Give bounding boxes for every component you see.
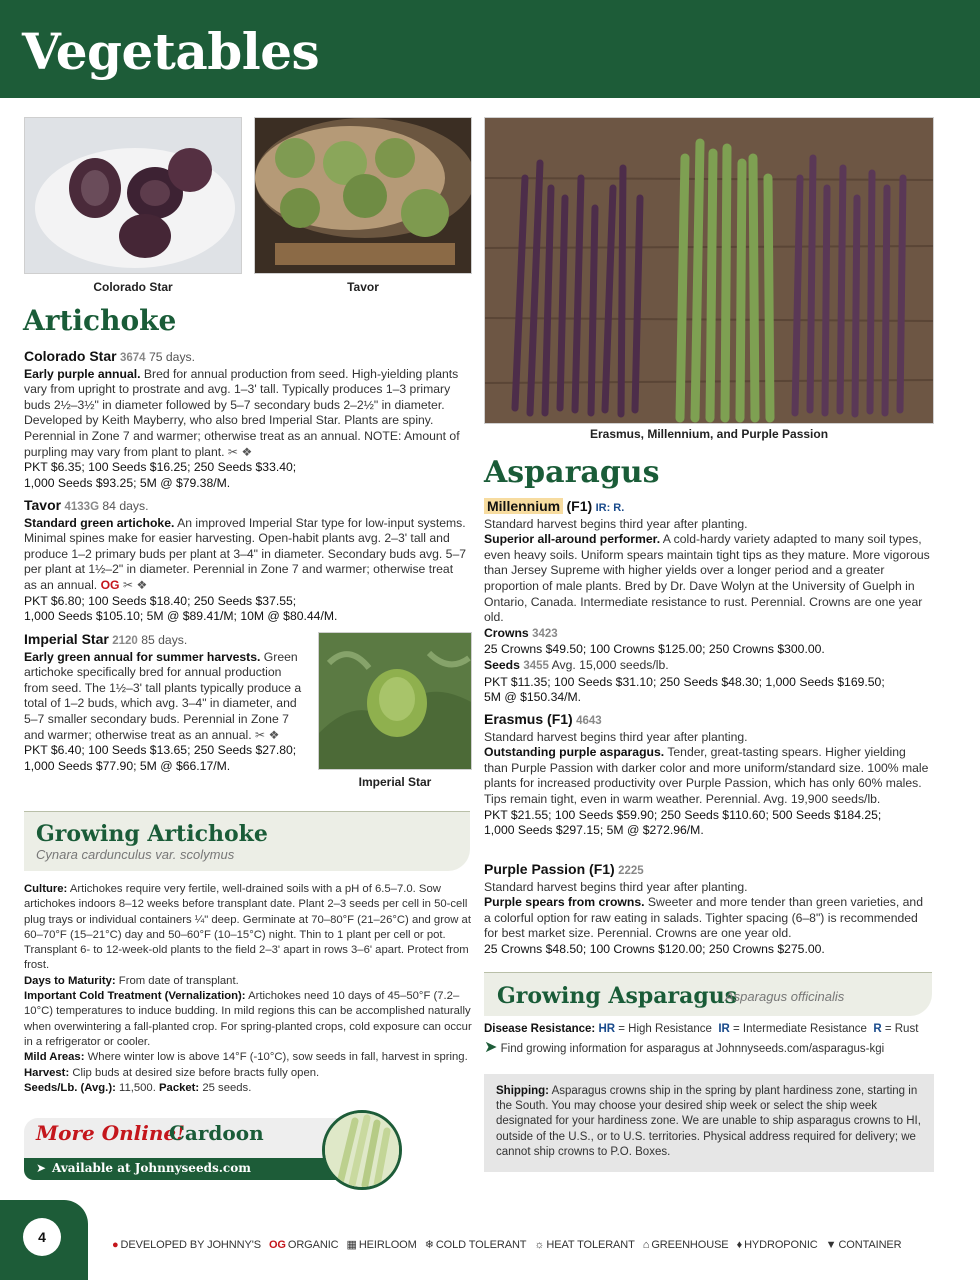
more-online-banner[interactable] [24,1118,374,1180]
harvest-icon: ✂ ❖ [227,444,253,459]
price-line: PKT $6.80; 100 Seeds $18.40; 250 Seeds $37.55; [24,593,297,608]
hybrid-marker: (F1) [566,498,593,514]
cold-treatment-text: Artichokes need 10 days of 45–50°F (7.2–10°C) temperatures to induce budding. In mild regions this can be accomplished naturally when overwintering a fall-planted crop. For spring-planted crops, cold exposure can occur in a refrigerator or cooler. [24,990,472,1048]
variety-lead: Outstanding purple asparagus. [484,745,665,760]
legend-label: COLD TOLERANT [435,1239,527,1251]
page-number: 4 [23,1218,61,1256]
maturity-label: Days to Maturity: [24,974,116,987]
culture-text: Artichokes require very fertile, well-drained soils with a pH of 6.5–7.0. Sow artichokes indoors 8–12 weeks before transplant date. Plant 2–3 seeds per cell in 50-cell plug trays or individual containers ¼" deep. Germinate at 70–80°F (21–26°C) and grow at 60–70°F (15–21°C) day and 50–60°F (10–15°C) night. Thin to 1 plant per cell or pot. Transplant 6- to 12-week-old plants to the field 2–3' apart in rows 3–6' apart. Protect from frost. [24,883,471,972]
crowns-label: Crowns [484,625,529,640]
purple-passion-entry [484,862,930,958]
legend-item [269,1238,339,1254]
cursor-arrow-icon: ➤ [484,1039,498,1056]
growing-artichoke-details [24,882,472,1096]
growing-artichoke-latin: Cynara cardunculus var. scolymus [36,847,235,862]
legend-label: HYDROPONIC [744,1239,818,1251]
more-online-label: More Online! [36,1121,185,1145]
erasmus-entry [484,712,930,839]
cold-treatment-label: Important Cold Treatment (Vernalization): [24,990,246,1003]
variety-lead: Early purple annual. [24,366,141,381]
legend-label: GREENHOUSE [651,1239,729,1251]
seeds-per-lb-text: 11,500. [119,1081,156,1094]
price-line: PKT $6.35; 100 Seeds $16.25; 250 Seeds $33.40; [24,460,297,475]
hydroponic-icon: ♦ [736,1239,743,1251]
cold-tolerant-icon: ❄ [424,1239,434,1251]
harvest-label: Harvest: [24,1066,70,1079]
harvest-note: Standard harvest begins third year after planting. [484,516,748,531]
r-text: = Rust [884,1023,919,1035]
variety-description: Bred for annual production from seed. High-yielding plants vary from upright to prostrate and avg. 1–3' tall. Typically produces 1–3 primary buds 2½–3½" in diameter followed by 5–7 secondary buds 2–2½" in diameter. Developed by Keith Mayberry, who also bred Imperial Star. Plants are spiny. Perennial in Zone 7 and warmer; otherwise treat as an annual. NOTE: Amount of purpling may vary from plant to plant. [24,366,460,459]
variety-name: Tavor [24,497,62,513]
disease-resistance-key [484,1022,932,1038]
organic-icon: OG [268,1239,286,1251]
price-line: 1,000 Seeds $77.90; 5M @ $66.17/M. [24,758,231,773]
asparagus-caption: Erasmus, Millennium, and Purple Passion [589,427,829,441]
available-link[interactable]: Available at Johnnyseeds.com [52,1161,251,1175]
heat-tolerant-icon: ☼ [534,1239,545,1251]
variety-description: Green artichoke specifically bred for annual production from seed. The 1½–3' tall plants typically produce a total of 1–2 buds, which avg. 3–4" in diameter, and 5–7 smaller secondary buds. Perennial in Zone 7 and warmer; otherwise treat as an annual. [24,649,302,742]
growing-info-text: Find growing information for asparagus at Johnnyseeds.com/asparagus-kgi [500,1043,885,1055]
price-line: 25 Crowns $49.50; 100 Crowns $125.00; 250 Crowns $300.00. [484,642,825,657]
tavor-entry [24,498,466,625]
days-to-maturity: 84 days. [102,499,149,513]
icon-legend [112,1238,942,1256]
seeds-avg: Avg. 15,000 seeds/lb. [551,657,669,672]
legend-label: CONTAINER [838,1239,902,1251]
variety-name: Erasmus (F1) [484,711,573,727]
legend-label: HEIRLOOM [358,1239,417,1251]
product-code: 3423 [532,627,558,640]
variety-lead: Standard green artichoke. [24,515,175,530]
asparagus-title: Asparagus [484,455,660,490]
product-code: 4133G [64,501,100,513]
variety-description: Sweeter and more tender than green varieties, and a colorful option for raw eating in salads. Tighter spacing (6–8") is recommended for best market size. Perennial. Crowns are one year old. [484,895,923,941]
price-line: 1,000 Seeds $93.25; 5M @ $79.38/M. [24,475,231,490]
variety-lead: Early green annual for summer harvests. [24,649,261,664]
container-icon: ▼ [825,1239,837,1251]
price-line: 1,000 Seeds $105.10; 5M @ $89.41/M; 10M @ $80.44/M. [24,609,338,624]
resistance-code: IR: R. [595,502,625,514]
colorado-star-caption: Colorado Star [93,280,173,294]
header-banner [0,0,980,98]
artichoke-title: Artichoke [23,304,177,337]
legend-item [112,1238,261,1254]
page-title: Vegetables [22,22,320,81]
legend-item [737,1238,818,1254]
harvest-icon: ✂ ❖ [255,727,280,742]
price-line: 25 Crowns $48.50; 100 Crowns $120.00; 250 Crowns $275.00. [484,941,825,956]
harvest-note: Standard harvest begins third year after planting. [484,729,748,744]
legend-item [826,1238,902,1254]
variety-description: Tender, great-tasting spears. Higher yielding than Purple Passion with darker color and more uniform/standard size. 100% male plants for increased productivity over Purple Passion, which has only 60% males. Tips remain tight, even in warm weather. Perennial. Avg. 19,900 seeds/lb. [484,745,929,806]
cardoon-photo [322,1110,402,1190]
harvest-note: Standard harvest begins third year after planting. [484,879,748,894]
imperial-star-photo [318,632,472,770]
price-line: PKT $11.35; 100 Seeds $31.10; 250 Seeds $48.30; 1,000 Seeds $169.50; [484,674,885,689]
harvest-text: Clip buds at desired size before bracts fully open. [72,1066,320,1079]
millennium-entry [484,499,930,706]
seeds-per-lb-label: Seeds/Lb. (Avg.): [24,1081,116,1094]
heirloom-icon: ▦ [346,1239,357,1251]
growing-artichoke-title: Growing Artichoke [36,821,268,847]
days-to-maturity: 85 days. [141,633,188,647]
disease-resistance-label: Disease Resistance: [484,1023,596,1035]
days-to-maturity: 75 days. [148,350,196,364]
maturity-text: From date of transplant. [118,974,239,987]
tavor-photo [254,117,472,274]
variety-lead: Superior all-around performer. [484,532,661,547]
legend-label: HEAT TOLERANT [546,1239,635,1251]
price-line: 1,000 Seeds $297.15; 5M @ $272.96/M. [484,823,704,838]
variety-name: Millennium [484,498,563,514]
imperial-star-caption: Imperial Star [358,775,432,789]
legend-label: DEVELOPED BY JOHNNY'S [120,1239,261,1251]
legend-item [347,1238,417,1254]
johnnys-icon: ● [112,1239,119,1251]
legend-item [425,1238,527,1254]
growing-asparagus-title: Growing Asparagus [497,983,738,1009]
variety-description: An improved Imperial Star type for low-input systems. Minimal spines make for easier harvesting. Open-habit plants avg. 2–3' tall and produce 1–2 primary buds per plant at 3–4" in diameter. Secondary buds avg. 5–7 per plant at 1½–2" in diameter. Perennial in Zone 7 and warmer; otherwise treat as an annual. [24,515,466,592]
legend-item [534,1238,634,1254]
mild-areas-label: Mild Areas: [24,1051,85,1064]
hr-code: HR [598,1023,616,1035]
shipping-label: Shipping: [496,1085,550,1097]
growing-info-link[interactable] [484,1040,932,1058]
product-code: 2120 [112,635,138,647]
ir-text: = Intermediate Resistance [733,1023,867,1035]
asparagus-photo [484,117,934,424]
shipping-text: Asparagus crowns ship in the spring by plant hardiness zone, starting in the South. You may choose your desired ship week or select the ship week designated for your hardiness zone. We are unable to ship asparagus crowns to HI, outside of the U.S., or to U.S. territories. Physical address required for delivery; we cannot ship crowns to P.O. Boxes. [496,1085,921,1158]
packet-label: Packet: [159,1081,200,1094]
product-code: 3455 [523,659,549,672]
cursor-arrow-icon: ➤ [36,1161,47,1175]
variety-name: Imperial Star [24,631,109,647]
price-line: PKT $21.55; 100 Seeds $59.90; 250 Seeds $110.60; 500 Seeds $184.25; [484,807,882,822]
product-code: 3674 [119,352,146,364]
colorado-star-entry [24,349,464,491]
organic-icon: OG [100,577,120,592]
variety-name: Purple Passion (F1) [484,861,615,877]
seeds-label: Seeds [484,657,520,672]
variety-name: Colorado Star [24,348,117,364]
price-line: 5M @ $150.34/M. [484,690,582,705]
mild-areas-text: Where winter low is above 14°F (-10°C), sow seeds in fall, harvest in spring. [87,1051,468,1064]
hr-text: = High Resistance [618,1023,712,1035]
greenhouse-icon: ⌂ [642,1239,650,1251]
variety-description: A cold-hardy variety adapted to many soil types, even heavy soils. Uniform spears maintain tight tips as they mature. More vigorous than Jersey Supreme with higher yields over a longer period and a greater proportion of male plants. Bred by Dr. Dave Wolyn at the University of Guelph in Ontario, Canada. Intermediate resistance to rust. Perennial. Crowns are one year old. [484,532,930,625]
r-code: R [873,1023,882,1035]
ir-code: IR [718,1023,730,1035]
price-line: PKT $6.40; 100 Seeds $13.65; 250 Seeds $27.80; [24,743,297,758]
harvest-icon: ✂ ❖ [122,577,148,592]
growing-asparagus-latin: Asparagus officinalis [725,989,845,1004]
tavor-caption: Tavor [347,280,379,294]
variety-lead: Purple spears from crowns. [484,895,645,910]
legend-item [643,1238,729,1254]
packet-text: 25 seeds. [202,1081,252,1094]
colorado-star-photo [24,117,242,274]
product-code: 2225 [618,865,644,877]
product-code: 4643 [576,715,602,727]
legend-label: ORGANIC [287,1239,339,1251]
more-online-item: Cardoon [169,1121,264,1145]
culture-label: Culture: [24,883,68,895]
shipping-box [484,1074,934,1172]
imperial-star-entry [24,632,308,774]
